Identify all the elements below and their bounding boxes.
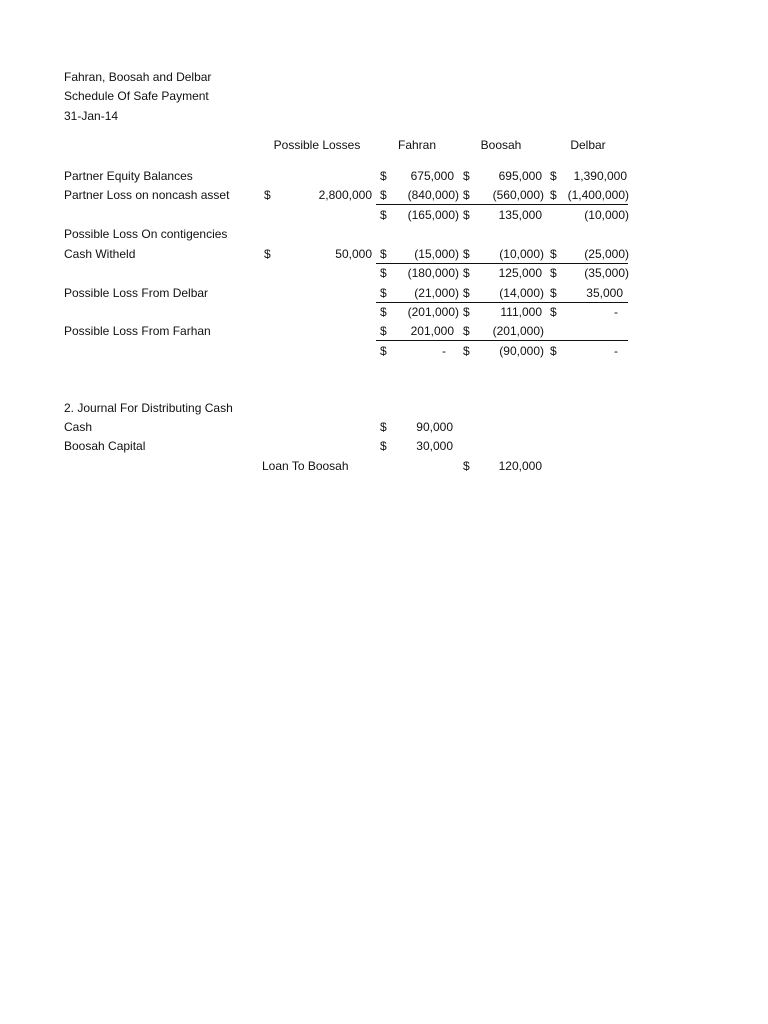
dollar-sign: $ [463, 324, 470, 338]
noncash-delbar: (1,400,000) [567, 188, 629, 202]
from-farhan-fahran: 201,000 [410, 324, 454, 338]
equity-boosah: 695,000 [498, 169, 542, 183]
dollar-sign: $ [463, 208, 470, 222]
dollar-sign: $ [380, 169, 387, 183]
dollar-sign: $ [380, 420, 387, 434]
from-delbar-delbar: 35,000 [586, 286, 623, 300]
dollar-sign: $ [463, 247, 470, 261]
noncash-fahran: (840,000) [407, 188, 459, 202]
subtotal2-boosah: 125,000 [498, 266, 542, 280]
noncash-boosah: (560,000) [492, 188, 544, 202]
journal-title: 2. Journal For Distributing Cash [64, 401, 233, 415]
withheld-delbar: (25,000) [584, 247, 629, 261]
dollar-sign: $ [463, 188, 470, 202]
journal-loan-amount: 120,000 [498, 459, 542, 473]
dollar-sign: $ [380, 286, 387, 300]
dollar-sign: $ [550, 305, 557, 319]
equity-fahran: 675,000 [410, 169, 454, 183]
journal-capital-amount: 30,000 [416, 439, 453, 453]
schedule-date: 31-Jan-14 [64, 109, 119, 123]
dollar-sign: $ [463, 169, 470, 183]
from-delbar-fahran: (21,000) [414, 286, 459, 300]
row-label-equity: Partner Equity Balances [64, 169, 193, 183]
dollar-sign: $ [380, 324, 387, 338]
dollar-sign: $ [380, 188, 387, 202]
row-label-cash-withheld: Cash Witheld [64, 247, 136, 261]
journal-cash-amount: 90,000 [416, 420, 453, 434]
noncash-possible-losses: 2,800,000 [318, 188, 372, 202]
row-label-noncash: Partner Loss on noncash asset [64, 188, 230, 202]
withheld-boosah: (10,000) [499, 247, 544, 261]
dollar-sign: $ [550, 169, 557, 183]
withheld-possible-losses: 50,000 [335, 247, 372, 261]
dollar-sign: $ [463, 459, 470, 473]
col-header-fahran: Fahran [397, 138, 437, 152]
dollar-sign: $ [463, 266, 470, 280]
company-name: Fahran, Boosah and Delbar [64, 70, 212, 84]
subtotal-line [376, 302, 628, 303]
dollar-sign: $ [264, 247, 271, 261]
subtotal1-delbar: (10,000) [584, 208, 629, 222]
dollar-sign: $ [380, 305, 387, 319]
dollar-sign: $ [550, 344, 557, 358]
dollar-sign: $ [380, 344, 387, 358]
subtotal-line [376, 204, 628, 205]
dollar-sign: $ [380, 266, 387, 280]
dollar-sign: $ [463, 305, 470, 319]
withheld-fahran: (15,000) [414, 247, 459, 261]
journal-cash-label: Cash [64, 420, 93, 434]
row-label-from-farhan: Possible Loss From Farhan [64, 324, 211, 338]
dollar-sign: $ [463, 344, 470, 358]
col-header-delbar: Delbar [570, 138, 606, 152]
dollar-sign: $ [550, 247, 557, 261]
dollar-sign: $ [380, 208, 387, 222]
final-delbar: - [614, 344, 618, 358]
subtotal-line [376, 340, 628, 341]
dollar-sign: $ [463, 286, 470, 300]
dollar-sign: $ [550, 266, 557, 280]
subtotal3-boosah: 111,000 [500, 305, 542, 319]
equity-delbar: 1,390,000 [573, 169, 627, 183]
from-delbar-boosah: (14,000) [499, 286, 544, 300]
row-label-contingencies: Possible Loss On contigencies [64, 227, 228, 241]
from-farhan-boosah: (201,000) [492, 324, 544, 338]
col-header-possible-losses: Possible Losses [273, 138, 361, 152]
col-header-boosah: Boosah [480, 138, 522, 152]
dollar-sign: $ [380, 439, 387, 453]
row-label-from-delbar: Possible Loss From Delbar [64, 286, 209, 300]
final-boosah: (90,000) [499, 344, 544, 358]
dollar-sign: $ [380, 247, 387, 261]
subtotal2-fahran: (180,000) [407, 266, 459, 280]
final-fahran: - [442, 344, 446, 358]
journal-loan-label: Loan To Boosah [262, 459, 349, 473]
subtotal3-fahran: (201,000) [407, 305, 459, 319]
dollar-sign: $ [264, 188, 271, 202]
subtotal-line [376, 263, 628, 264]
schedule-title: Schedule Of Safe Payment [64, 89, 209, 103]
subtotal2-delbar: (35,000) [584, 266, 629, 280]
subtotal3-delbar: - [614, 305, 618, 319]
dollar-sign: $ [550, 188, 557, 202]
dollar-sign: $ [550, 286, 557, 300]
journal-capital-label: Boosah Capital [64, 439, 146, 453]
subtotal1-boosah: 135,000 [498, 208, 542, 222]
subtotal1-fahran: (165,000) [407, 208, 459, 222]
